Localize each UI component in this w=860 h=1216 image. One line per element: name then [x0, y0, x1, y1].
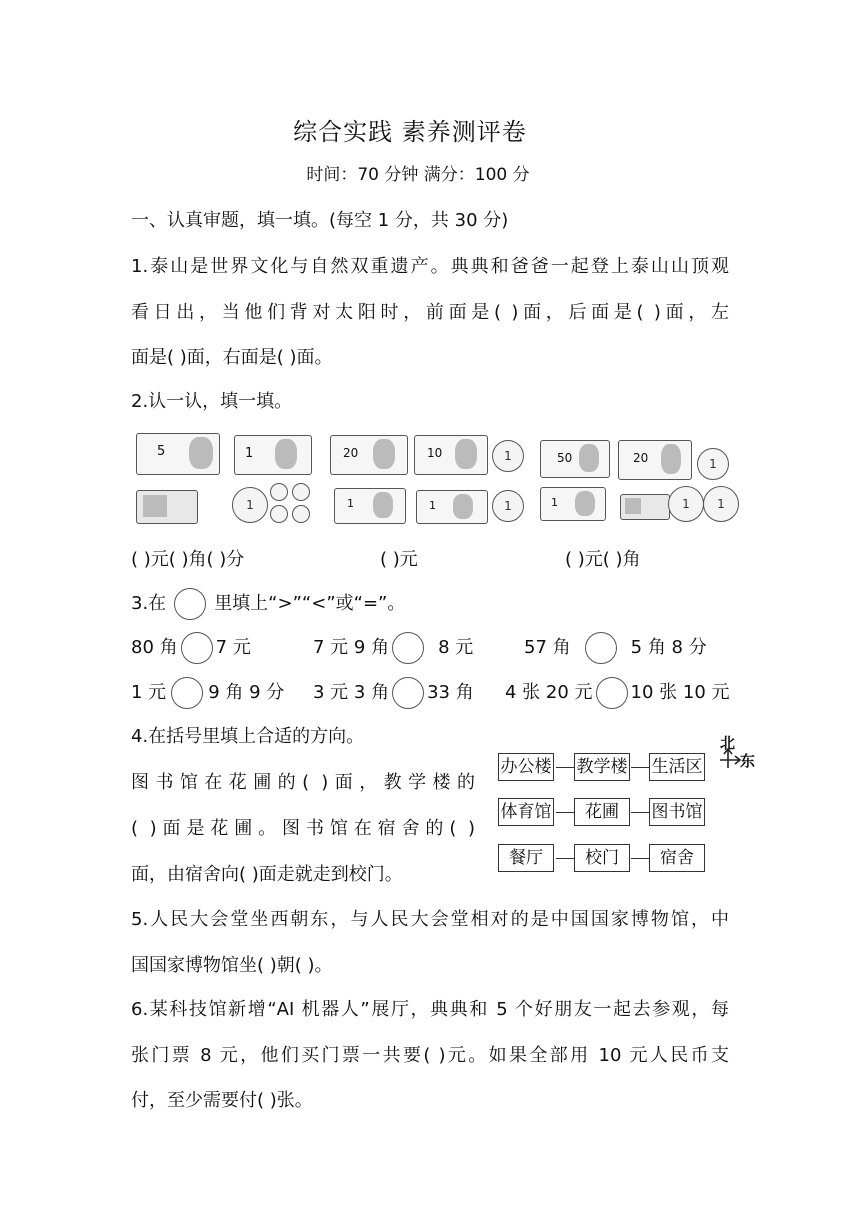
q2-answer-1: ( )元( )角( )分	[131, 549, 245, 570]
compare-circle[interactable]	[181, 632, 213, 664]
map-cell: 教学楼	[574, 753, 630, 781]
banknote-image: 1	[334, 488, 406, 524]
q3-row2-item2: 3 元 3 角 33 角	[313, 677, 474, 709]
coin-image	[292, 505, 310, 523]
banknote-image: 20	[618, 440, 692, 480]
q3-title-pre: 3.在	[131, 593, 167, 614]
banknote-image: 1	[234, 435, 312, 475]
q4-line1: 图书馆在花圃的( )面，教学楼的	[131, 772, 475, 793]
banknote-image: 20	[330, 435, 408, 475]
compare-circle[interactable]	[392, 677, 424, 709]
coin-image: 1	[232, 487, 268, 523]
compare-circle[interactable]	[596, 677, 628, 709]
banknote-image: 1	[416, 490, 488, 524]
q3-title-post: 里填上“>”“<”或“=”。	[214, 593, 406, 614]
banknote-image	[620, 494, 670, 520]
banknote-image	[136, 490, 198, 524]
banknote-image: 10	[414, 435, 488, 475]
map-cell: 体育馆	[498, 798, 554, 826]
compass-arrow-icon	[718, 748, 742, 770]
map-cell: 餐厅	[498, 844, 554, 872]
map-cell: 办公楼	[498, 753, 554, 781]
banknote-image: 50	[540, 440, 610, 478]
map-cell: 校门	[574, 844, 630, 872]
banknote-image: 1	[540, 487, 606, 521]
section-heading: 一、认真审题，填一填。(每空 1 分，共 30 分)	[131, 210, 509, 231]
q1-line2: 看日出，当他们背对太阳时，前面是( )面，后面是( )面，左	[131, 302, 729, 323]
q3-row1-item3: 57 角 5 角 8 分	[524, 632, 707, 664]
q6-line1: 6.某科技馆新增“AI 机器人”展厅，典典和 5 个好朋友一起去参观，每	[131, 999, 729, 1020]
compass-east-label: 东	[740, 752, 756, 770]
map-cell: 花圃	[574, 798, 630, 826]
q2-title: 2.认一认，填一填。	[131, 391, 293, 412]
q2-answer-2: ( )元	[380, 549, 418, 570]
page-title: 综合实践 素养测评卷	[293, 118, 527, 146]
coin-image: 1	[668, 486, 704, 522]
compare-circle[interactable]	[585, 632, 617, 664]
q4-line2: ( )面是花圃。图书馆在宿舍的( )	[131, 818, 475, 839]
map-cell: 图书馆	[649, 798, 705, 826]
q2-answer-3: ( )元( )角	[565, 549, 641, 570]
compare-circle-icon	[174, 588, 206, 620]
q4-line3: 面，由宿舍向( )面走就走到校门。	[131, 864, 403, 885]
q5-line1: 5.人民大会堂坐西朝东，与人民大会堂相对的是中国国家博物馆，中	[131, 909, 729, 930]
q6-line2: 张门票 8 元，他们买门票一共要( )元。如果全部用 10 元人民币支	[131, 1045, 729, 1066]
q3-row1-item1: 80 角 7 元	[131, 632, 251, 664]
q4-title: 4.在括号里填上合适的方向。	[131, 726, 365, 747]
q3-row2-item1: 1 元 9 角 9 分	[131, 677, 284, 709]
map-cell: 生活区	[649, 753, 705, 781]
q3-row2-item3: 4 张 20 元 10 张 10 元	[505, 677, 730, 709]
coin-image	[292, 483, 310, 501]
coin-image: 1	[697, 448, 729, 480]
compass-north-label: 北	[720, 734, 736, 752]
coin-image: 1	[492, 490, 524, 522]
map-cell: 宿舍	[649, 844, 705, 872]
compare-circle[interactable]	[392, 632, 424, 664]
q3-title	[131, 588, 405, 620]
coin-image	[270, 505, 288, 523]
coin-image: 1	[492, 440, 524, 472]
q1-line1: 1.泰山是世界文化与自然双重遗产。典典和爸爸一起登上泰山山顶观	[131, 256, 729, 277]
q3-row1-item2: 7 元 9 角 8 元	[313, 632, 473, 664]
q5-line2: 国国家博物馆坐( )朝( )。	[131, 955, 333, 976]
exam-info: 时间：70 分钟 满分：100 分	[306, 165, 530, 185]
coin-image	[270, 483, 288, 501]
q1-line3: 面是( )面，右面是( )面。	[131, 347, 333, 368]
coin-image: 1	[703, 486, 739, 522]
q6-line3: 付，至少需要付( )张。	[131, 1090, 313, 1111]
banknote-image: 5	[136, 433, 220, 475]
compare-circle[interactable]	[171, 677, 203, 709]
